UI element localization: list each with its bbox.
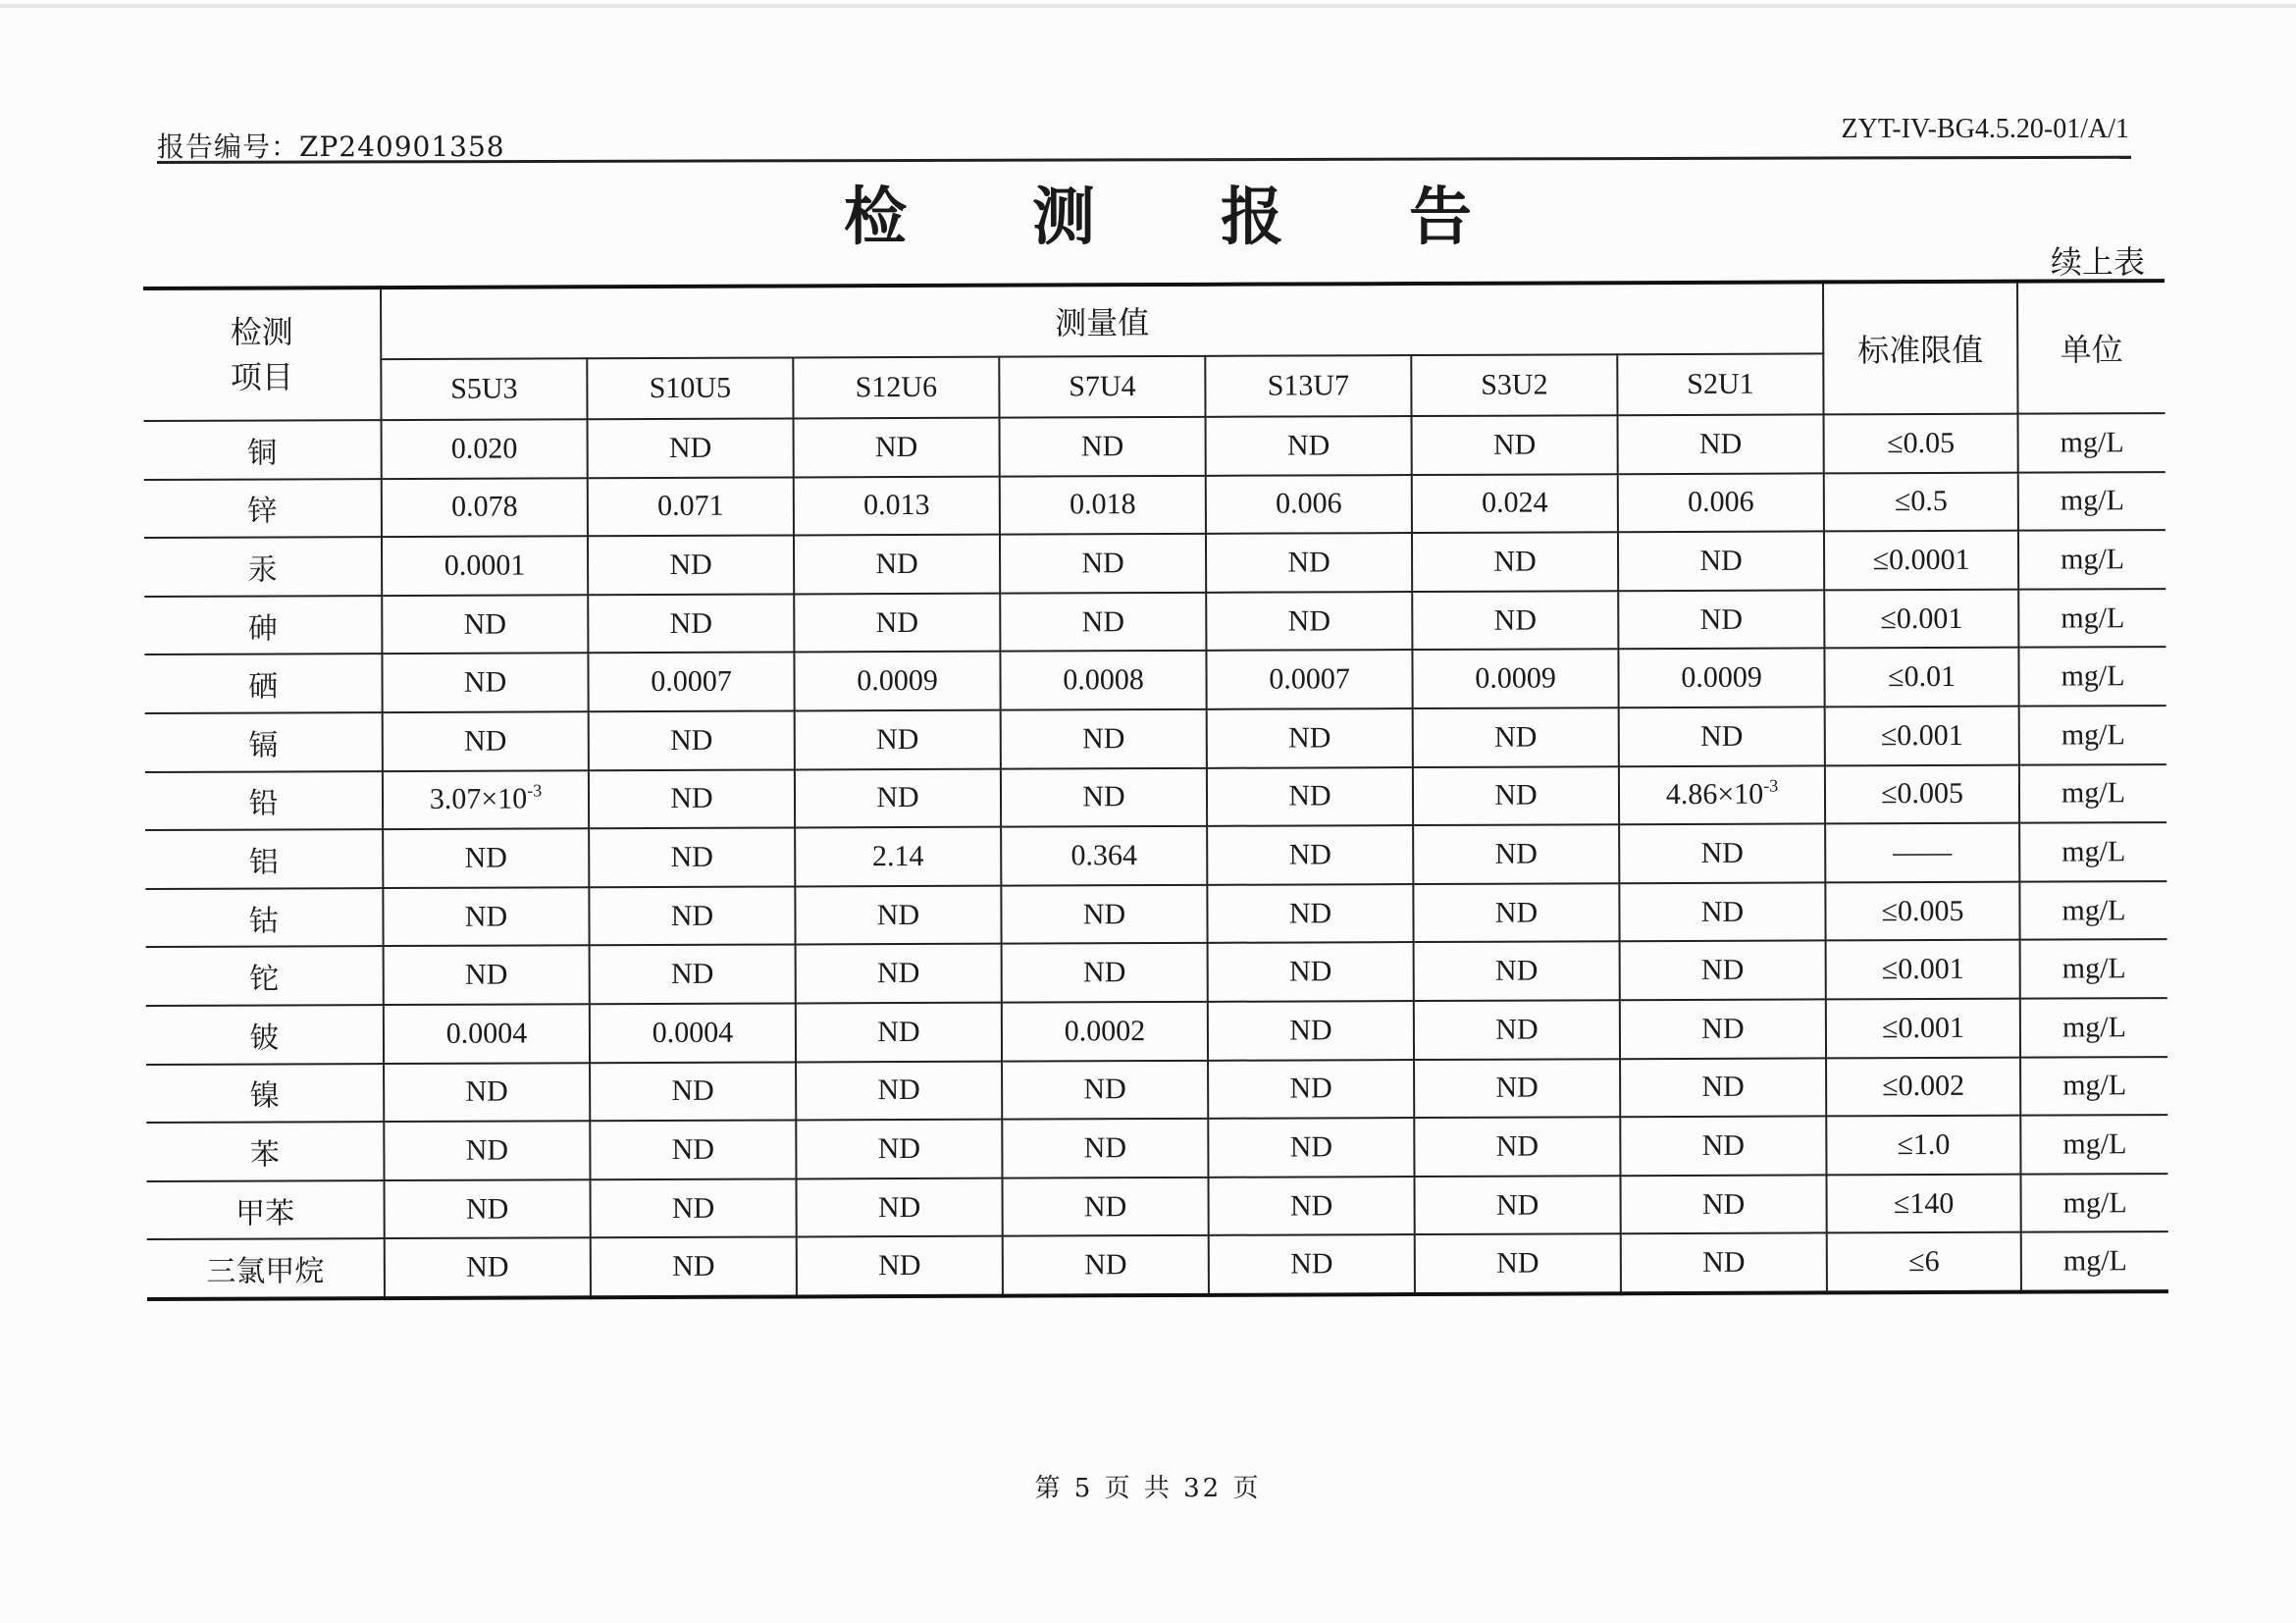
measured-value: ND	[382, 654, 588, 712]
item-name: 锌	[144, 479, 382, 539]
measured-value: ND	[589, 828, 795, 887]
item-name: 硒	[144, 654, 382, 713]
continued-label: 续上表	[2050, 243, 2145, 281]
measured-value: ND	[1208, 1001, 1414, 1060]
col-header-unit: 单位	[2017, 281, 2166, 414]
limit-value: ≤0.5	[1824, 472, 2018, 531]
measured-value: ND	[1000, 593, 1206, 652]
measured-value: ND	[385, 1238, 591, 1298]
measured-value: 0.364	[1001, 826, 1207, 885]
measured-value: ND	[383, 828, 589, 887]
unit-value: mg/L	[2020, 1115, 2167, 1174]
measured-value: ND	[1206, 533, 1412, 592]
title-char: 检	[844, 181, 907, 254]
limit-value: ≤0.01	[1824, 648, 2018, 707]
measured-value: ND	[1618, 532, 1824, 591]
limit-value: ≤0.005	[1825, 881, 2019, 940]
sample-header: S3U2	[1411, 354, 1617, 416]
item-name: 钴	[145, 888, 383, 948]
measured-value: 0.0007	[1206, 650, 1412, 708]
measured-value: ND	[1618, 590, 1824, 649]
unit-value: mg/L	[2021, 1174, 2168, 1232]
measured-value: ND	[383, 887, 589, 946]
measured-value: $3.07\times 10^{-3}$	[383, 770, 589, 829]
limit-value: ≤1.0	[1826, 1116, 2020, 1175]
measured-value: ND	[1208, 942, 1414, 1001]
unit-value: mg/L	[2018, 647, 2166, 706]
unit-value: mg/L	[2018, 413, 2166, 472]
limit-value: ≤0.001	[1826, 940, 2020, 999]
measured-value: ND	[794, 593, 1000, 652]
measured-value: 2.14	[795, 827, 1001, 886]
measured-value: 0.0001	[382, 536, 588, 595]
measured-value: ND	[588, 418, 794, 477]
unit-value: mg/L	[2021, 1231, 2168, 1291]
measured-value: 0.013	[794, 476, 1000, 535]
item-name: 汞	[144, 537, 382, 597]
measured-value: ND	[1414, 1176, 1620, 1234]
measured-value: ND	[1413, 766, 1619, 825]
table-row	[144, 472, 2166, 539]
limit-value: ——	[1825, 823, 2019, 882]
measured-value: ND	[1209, 1234, 1415, 1294]
measured-value: ND	[1207, 708, 1413, 767]
table-row	[147, 1174, 2168, 1240]
limit-value: ≤140	[1827, 1174, 2021, 1232]
measured-value: ND	[382, 595, 588, 654]
measured-value: 0.006	[1206, 475, 1412, 534]
measured-value: ND	[1415, 1234, 1621, 1294]
measured-value: ND	[1413, 707, 1619, 766]
measured-value: ND	[1001, 767, 1207, 826]
table-row	[145, 764, 2166, 831]
item-name: 砷	[144, 596, 382, 655]
measured-value: ND	[384, 946, 590, 1005]
measured-value: ND	[1207, 767, 1413, 826]
table-row	[146, 998, 2167, 1065]
measured-value: ND	[1621, 1233, 1827, 1293]
item-name: 铅	[145, 771, 383, 831]
results-body	[144, 413, 2168, 1299]
results-table-wrapper	[143, 279, 2168, 1301]
item-name: 铝	[145, 829, 383, 889]
table-row	[146, 939, 2167, 1006]
item-name: 铍	[146, 1005, 384, 1065]
measured-value: ND	[384, 1121, 590, 1179]
measured-value: ND	[1002, 1119, 1208, 1178]
measured-value: ND	[796, 1178, 1002, 1236]
measured-value: ND	[1619, 882, 1825, 941]
measured-value: ND	[794, 418, 1000, 477]
table-row	[145, 822, 2166, 889]
item-name: 铊	[146, 946, 384, 1006]
table-row	[146, 1057, 2167, 1124]
measured-value: 0.018	[1000, 475, 1206, 534]
measured-value: ND	[1619, 707, 1825, 765]
measured-value: 0.0004	[590, 1003, 796, 1062]
sample-header: S10U5	[587, 357, 793, 419]
measured-value: ND	[1412, 591, 1618, 650]
limit-value: ≤0.001	[1824, 589, 2018, 648]
measured-value: 0.0009	[1618, 649, 1824, 707]
measured-value: 0.020	[382, 419, 588, 478]
col-header-limit: 标准限值	[1823, 282, 2018, 415]
limit-value: ≤0.0001	[1824, 531, 2018, 590]
measured-value: 0.024	[1412, 474, 1618, 533]
limit-value: ≤6	[1827, 1232, 2021, 1292]
unit-value: mg/L	[2018, 530, 2166, 589]
measured-value: ND	[1002, 1060, 1208, 1119]
measured-value: ND	[1413, 883, 1619, 942]
item-name: 铜	[144, 420, 382, 480]
measured-value: ND	[1206, 592, 1412, 651]
limit-value: ≤0.005	[1825, 764, 2019, 823]
table-row	[147, 1231, 2168, 1299]
measured-value: ND	[796, 1003, 1002, 1062]
table-row	[144, 589, 2166, 655]
item-name: 镍	[146, 1064, 384, 1124]
unit-value: mg/L	[2020, 998, 2167, 1057]
sample-header: S7U4	[999, 356, 1205, 418]
unit-value: mg/L	[2018, 472, 2166, 531]
table-row	[145, 706, 2166, 772]
measured-value: $4.86\times 10^{-3}$	[1619, 765, 1825, 824]
measured-value: ND	[383, 711, 589, 770]
measured-value: ND	[1002, 943, 1208, 1002]
measured-value: 0.0004	[384, 1004, 590, 1063]
item-name: 甲苯	[147, 1180, 385, 1240]
measured-value: ND	[796, 1120, 1002, 1178]
sample-header: S5U3	[381, 358, 587, 420]
table-row	[144, 530, 2166, 597]
measured-value: ND	[590, 1062, 796, 1121]
measured-value: ND	[588, 536, 794, 595]
measured-value: ND	[1206, 416, 1412, 475]
measured-value: 0.006	[1618, 473, 1824, 532]
title-char: 告	[1409, 181, 1472, 254]
measured-value: ND	[589, 710, 795, 769]
unit-value: mg/L	[2019, 881, 2166, 940]
measured-value: 0.0009	[794, 652, 1000, 710]
measured-value: ND	[1001, 885, 1207, 944]
page-footer: 第 5 页 共 32 页	[1034, 1474, 1262, 1503]
measured-value: ND	[591, 1237, 797, 1297]
measured-value: ND	[1620, 999, 1826, 1058]
table-row	[144, 413, 2166, 480]
measured-value: ND	[1414, 942, 1620, 1001]
measured-value: ND	[1001, 709, 1207, 768]
results-table	[143, 279, 2168, 1301]
measured-value: ND	[796, 1061, 1002, 1120]
unit-value: mg/L	[2020, 939, 2167, 998]
measured-value: ND	[589, 886, 795, 945]
measured-value: ND	[1620, 1175, 1826, 1233]
measured-value: 0.0002	[1002, 1002, 1208, 1061]
measured-value: ND	[1618, 414, 1824, 473]
form-code: ZYT-IV-BG4.5.20-01/A/1	[1841, 114, 2129, 144]
unit-value: mg/L	[2018, 589, 2166, 648]
unit-value: mg/L	[2019, 822, 2166, 881]
col-header-measured: 测量值	[381, 282, 1823, 359]
measured-value: ND	[1413, 824, 1619, 883]
measured-value: ND	[1000, 417, 1206, 476]
measured-value: ND	[1002, 1178, 1208, 1236]
measured-value: ND	[590, 945, 796, 1004]
page-title	[844, 167, 1472, 257]
measured-value: ND	[1412, 532, 1618, 591]
measured-value: ND	[794, 535, 1000, 594]
col-header-item: 检测 项目	[143, 288, 382, 421]
measured-value: ND	[1414, 1059, 1620, 1118]
measured-value: ND	[384, 1063, 590, 1122]
measured-value: ND	[795, 768, 1001, 827]
measured-value: ND	[1620, 941, 1826, 1000]
item-name: 镉	[145, 712, 383, 772]
measured-value: ND	[1414, 1000, 1620, 1059]
measured-value: ND	[1620, 1117, 1826, 1176]
measured-value: ND	[384, 1179, 590, 1238]
measured-value: ND	[590, 1178, 796, 1237]
scan-edge	[0, 4, 2296, 8]
measured-value: 0.078	[382, 478, 588, 537]
measured-value: ND	[795, 885, 1001, 944]
title-char: 报	[1221, 181, 1283, 254]
measured-value: ND	[796, 944, 1002, 1003]
measured-value: ND	[1414, 1117, 1620, 1176]
measured-value: ND	[795, 710, 1001, 769]
measured-value: 0.0007	[588, 653, 794, 711]
sample-header: S13U7	[1205, 355, 1411, 417]
title-char: 测	[1032, 181, 1095, 254]
measured-value: ND	[590, 1121, 796, 1179]
limit-value: ≤0.002	[1826, 1057, 2020, 1116]
measured-value: ND	[1208, 1118, 1414, 1177]
sample-header: S2U1	[1617, 353, 1823, 415]
measured-value: ND	[1000, 534, 1206, 593]
measured-value: 0.071	[588, 477, 794, 536]
limit-value: ≤0.001	[1825, 707, 2019, 765]
limit-value: ≤0.05	[1824, 414, 2018, 473]
item-name: 苯	[146, 1122, 384, 1181]
measured-value: ND	[1003, 1235, 1209, 1295]
sample-header: S12U6	[793, 357, 999, 419]
limit-value: ≤0.001	[1826, 999, 2020, 1058]
unit-value: mg/L	[2019, 706, 2166, 764]
measured-value: ND	[1412, 415, 1618, 474]
measured-value: ND	[1619, 824, 1825, 883]
measured-value: ND	[1620, 1058, 1826, 1117]
table-row	[145, 881, 2166, 948]
report-number: 报告编号：ZP240901358	[157, 131, 505, 163]
measured-value: 0.0008	[1000, 651, 1206, 709]
unit-value: mg/L	[2020, 1057, 2167, 1116]
measured-value: ND	[797, 1236, 1003, 1296]
measured-value: ND	[1208, 1177, 1414, 1235]
unit-value: mg/L	[2019, 764, 2166, 823]
table-row	[146, 1115, 2167, 1181]
measured-value: ND	[589, 769, 795, 828]
table-row	[144, 647, 2166, 713]
measured-value: 0.0009	[1412, 650, 1618, 708]
measured-value: ND	[588, 594, 794, 653]
measured-value: ND	[1207, 884, 1413, 943]
item-name: 三氯甲烷	[147, 1238, 385, 1299]
measured-value: ND	[1207, 825, 1413, 884]
measured-value: ND	[1208, 1060, 1414, 1119]
